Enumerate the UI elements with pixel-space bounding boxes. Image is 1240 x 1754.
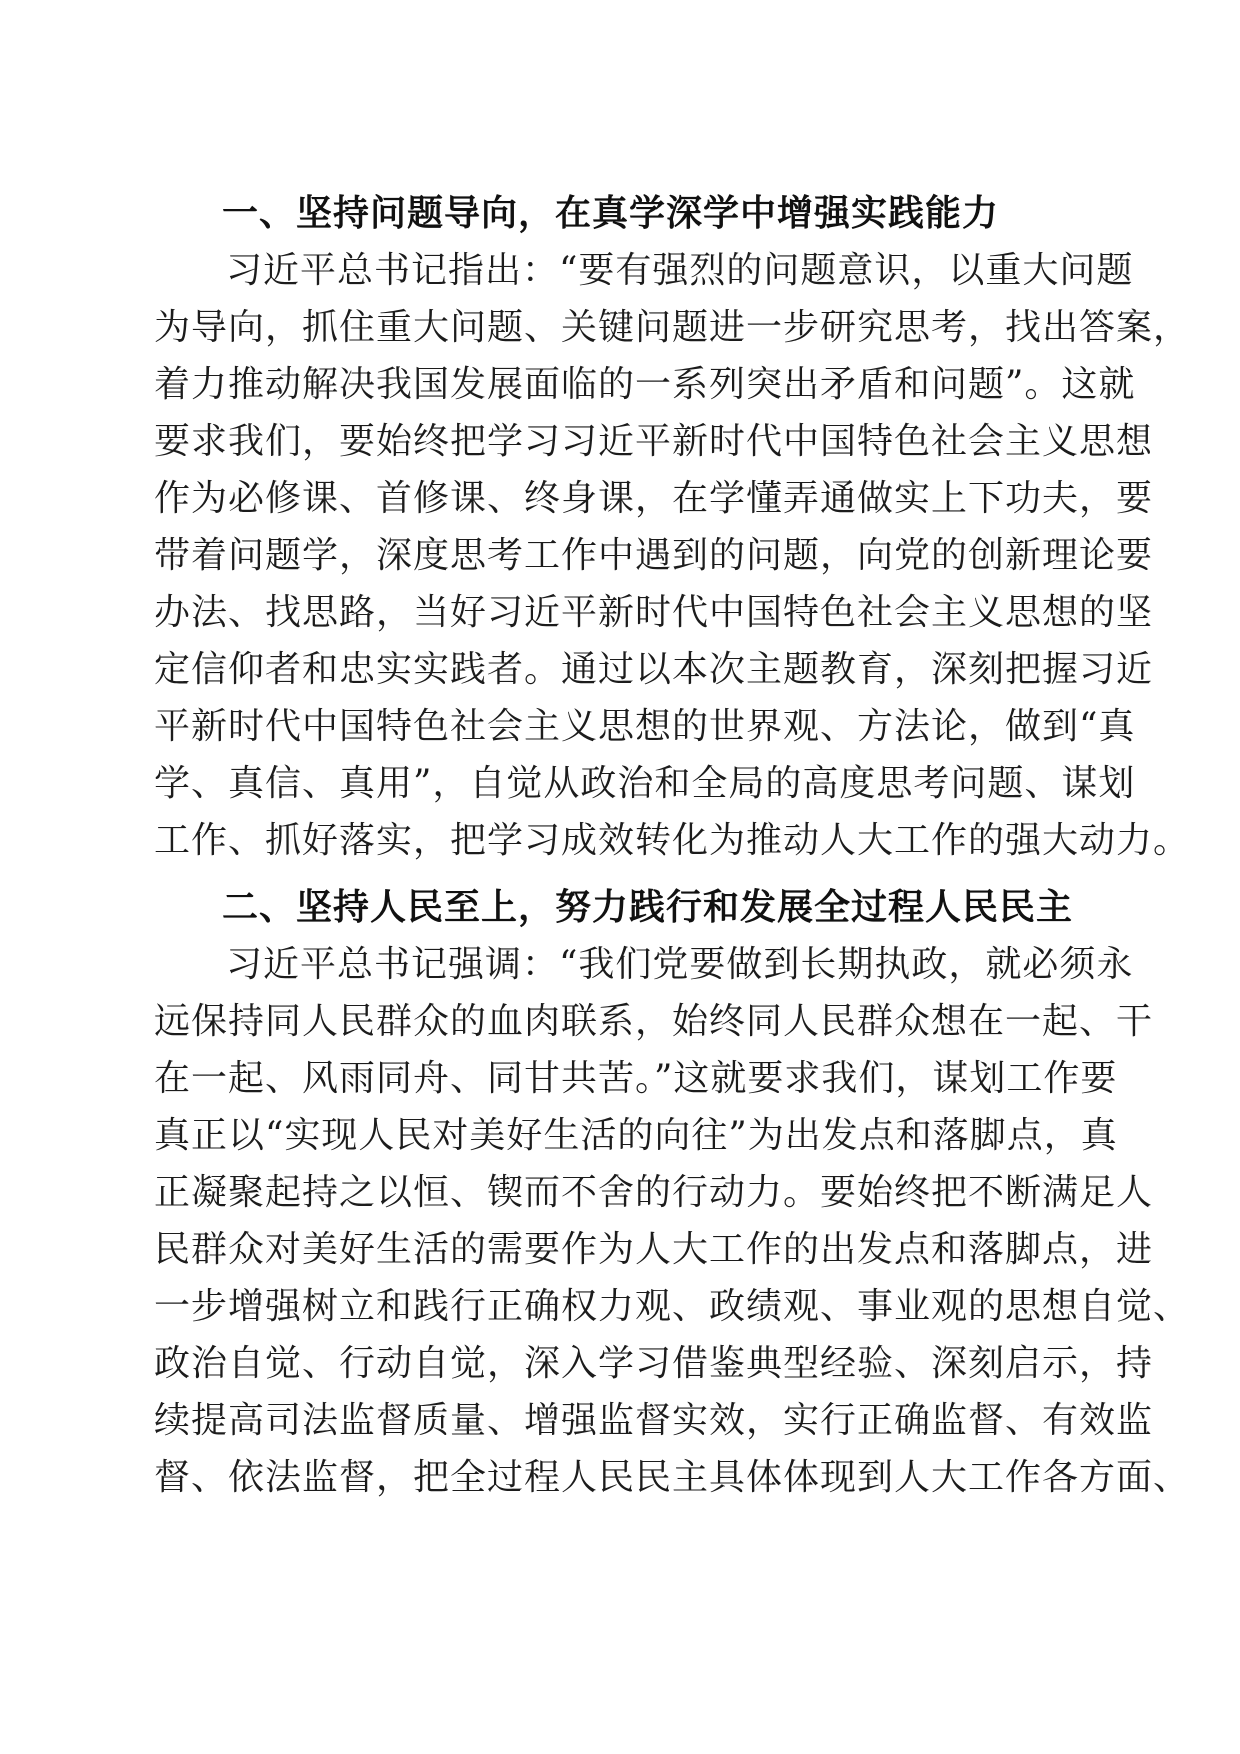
section-2-line: 一步增强树立和践行正确权力观、政绩观、事业观的思想自觉、 (154, 1286, 1191, 1327)
section-2-line: 远保持同人民群众的血肉联系，始终同人民群众想在一起、干 (154, 1001, 1154, 1042)
section-2-line: 真正以“实现人民对美好生活的向往”为出发点和落脚点，真 (154, 1115, 1118, 1156)
section-1-line: 学、真信、真用”，自觉从政治和全局的高度思考问题、谋划 (154, 763, 1136, 804)
section-2-heading: 二、坚持人民至上，努力践行和发展全过程人民民主 (222, 887, 1074, 928)
section-1-line: 要求我们，要始终把学习习近平新时代中国特色社会主义思想 (154, 421, 1154, 462)
section-1-heading: 一、坚持问题导向，在真学深学中增强实践能力 (222, 193, 1000, 234)
section-1-line: 平新时代中国特色社会主义思想的世界观、方法论，做到“真 (154, 706, 1136, 747)
section-1-line: 定信仰者和忠实实践者。通过以本次主题教育，深刻把握习近 (154, 649, 1154, 690)
section-1-line: 工作、抓好落实，把学习成效转化为推动人大工作的强大动力。 (154, 820, 1191, 861)
section-2-line: 督、依法监督，把全过程人民民主具体体现到人大工作各方面、 (154, 1457, 1191, 1498)
section-1-line: 着力推动解决我国发展面临的一系列突出矛盾和问题”。这就 (154, 364, 1136, 405)
section-1-line: 习近平总书记指出：“要有强烈的问题意识，以重大问题 (226, 250, 1134, 291)
section-2-line: 习近平总书记强调：“我们党要做到长期执政，就必须永 (226, 944, 1134, 985)
section-1-line: 办法、找思路，当好习近平新时代中国特色社会主义思想的坚 (154, 592, 1154, 633)
section-1-line: 带着问题学，深度思考工作中遇到的问题，向党的创新理论要 (154, 535, 1154, 576)
section-2-line: 续提高司法监督质量、增强监督实效，实行正确监督、有效监 (154, 1400, 1154, 1441)
section-2-line: 在一起、风雨同舟、同甘共苦。”这就要求我们，谋划工作要 (154, 1058, 1118, 1099)
section-2-line: 民群众对美好生活的需要作为人大工作的出发点和落脚点，进 (154, 1229, 1154, 1270)
section-2-line: 正凝聚起持之以恒、锲而不舍的行动力。要始终把不断满足人 (154, 1172, 1154, 1213)
section-2-line: 政治自觉、行动自觉，深入学习借鉴典型经验、深刻启示，持 (154, 1343, 1154, 1384)
section-1-line: 为导向，抓住重大问题、关键问题进一步研究思考，找出答案， (154, 307, 1191, 348)
section-1-line: 作为必修课、首修课、终身课，在学懂弄通做实上下功夫，要 (154, 478, 1154, 519)
